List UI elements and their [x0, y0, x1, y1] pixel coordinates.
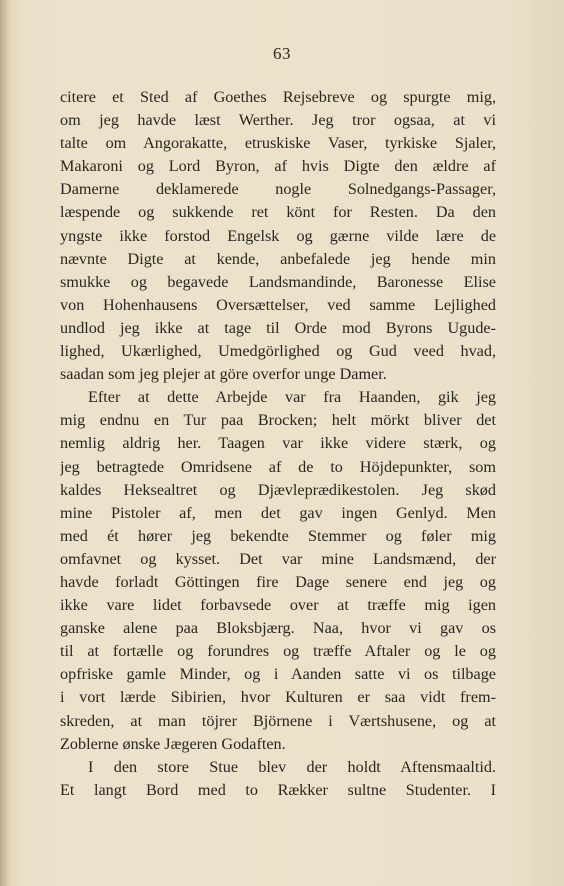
text-line: I den store Stue blev der holdt Aftensmaaltid. — [88, 757, 496, 776]
text-line: ganske alene paa Bloksbjærg. Naa, hvor vi gav os — [60, 619, 496, 638]
text-line: ikke vare lidet forbavsede over at træffe mig igen — [60, 596, 496, 615]
text-line: skreden, at man töjrer Björnene i Værtshusene, og at — [60, 711, 496, 730]
text-line: Damerne deklamerede nogle Solnedgangs-Passager, — [60, 180, 496, 199]
text-line: opfriske gamle Minder, og i Aanden satte vi os tilbage — [60, 665, 496, 684]
body-text — [60, 86, 496, 802]
text-line: kaldes Heksealtret og Djævleprædikestolen. Jeg skød — [60, 480, 496, 499]
text-line: von Hohenhausens Oversættelser, ved samme Lejlighed — [60, 295, 496, 314]
text-line: yngste ikke forstod Engelsk og gærne vilde lære de — [60, 226, 496, 245]
text-line: læspende og sukkende ret könt for Resten. Da den — [60, 203, 496, 222]
text-line: talte om Angorakatte, etruskiske Vaser, tyrkiske Sjaler, — [60, 134, 496, 153]
text-line: nævnte Digte at kende, anbefalede jeg hende min — [60, 249, 496, 268]
text-line: havde forladt Göttingen fire Dage senere end jeg og — [60, 572, 496, 591]
text-line: Makaroni og Lord Byron, af hvis Digte den ældre af — [60, 157, 496, 176]
text-line: om jeg havde læst Werther. Jeg tror ogsaa, at vi — [60, 111, 496, 130]
text-line: med ét hører jeg bekendte Stemmer og føler mig — [60, 526, 496, 545]
text-line: lighed, Ukærlighed, Umedgörlighed og Gud veed hvad, — [60, 342, 496, 361]
text-line: Et langt Bord med to Rækker sultne Studenter. I — [60, 780, 496, 799]
text-line: citere et Sted af Goethes Rejsebreve og spurgte mig, — [60, 88, 496, 106]
page-number: 63 — [273, 44, 291, 63]
text-line: Zoblerne ønske Jægeren Godaften. — [60, 734, 286, 753]
text-line: Efter at dette Arbejde var fra Haanden, gik jeg — [88, 388, 496, 407]
text-line: nemlig aldrig her. Taagen var ikke videre stærk, og — [60, 434, 496, 453]
text-line: mig endnu en Tur paa Brocken; helt mörkt bliver det — [60, 411, 496, 430]
text-line: undlod jeg ikke at tage til Orde mod Byrons Ugude- — [60, 318, 496, 337]
text-line: jeg betragtede Omridsene af de to Höjdepunkter, som — [60, 457, 496, 476]
text-line: i vort lærde Sibirien, hvor Kulturen er saa vidt frem- — [60, 688, 496, 707]
text-line: saadan som jeg plejer at göre overfor unge Damer. — [60, 365, 387, 384]
text-line: smukke og begavede Landsmandinde, Baronesse Elise — [60, 272, 496, 291]
text-line: omfavnet og kysset. Det var mine Landsmænd, der — [60, 549, 496, 568]
text-line: mine Pistoler af, men det gav ingen Genlyd. Men — [60, 503, 496, 522]
text-line: til at fortælle og forundres og træffe Aftaler og le og — [60, 642, 496, 661]
gutter-shadow — [0, 0, 10, 886]
